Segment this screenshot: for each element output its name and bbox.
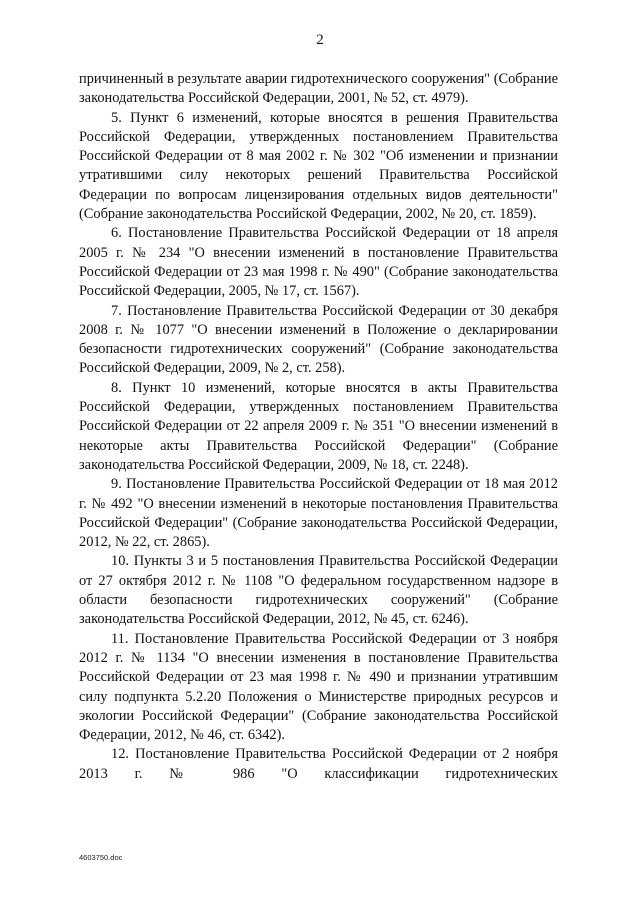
paragraph-item-12: 12. Постановление Правительства Российской Федерации от 2 ноября 2013 г. № 986 "О классификации гидротехнических [79,746,558,782]
paragraph-item-9: 9. Постановление Правительства Российской Федерации от 18 мая 2012 г. № 492 "О внесении изменений в некоторые постановления Правительства Российской Федерации" (Собрание законодательства Российской Федерации, 2012, № 22, ст. 2865). [79,476,558,551]
paragraph-item-8: 8. Пункт 10 изменений, которые вносятся в акты Правительства Российской Федерации, утвержденных постановлением Правительства Российской Федерации от 22 апреля 2009 г. № 351 "О внесении изменений в некоторые акты Правительства Российской Федерации" (Собрание законодательства Российской Федерации, 2009, № 18, ст. 2248). [79,379,558,473]
paragraph-item-10: 10. Пункты 3 и 5 постановления Правительства Российской Федерации от 27 октября 2012 г. № 1108 "О федеральном государственном надзоре в области безопасности гидротехнических сооружений" (Собрание законодательства Российской Федерации, 2012, № 45, ст. 6246). [79,553,558,628]
paragraph-continuation: причиненный в результате аварии гидротехнического сооружения" (Собрание законодательства Российской Федерации, 2001, № 52, ст. 4979). [79,71,558,107]
document-body [79,70,558,784]
page-number: 2 [316,32,324,48]
footer-filename: 4603750.doc [79,853,123,862]
paragraph-item-5: 5. Пункт 6 изменений, которые вносятся в решения Правительства Российской Федерации, утвержденных постановлением Правительства Российской Федерации от 8 мая 2002 г. № 302 "Об изменении и признании утратившими силу некоторых решений Правительства Российской Федерации по вопросам лицензирования отдельных видов деятельности" (Собрание законодательства Российской Федерации, 2002, № 20, ст. 1859). [79,109,558,223]
paragraph-item-11: 11. Постановление Правительства Российской Федерации от 3 ноября 2012 г. № 1134 "О внесении изменения в постановление Правительства Российской Федерации от 23 мая 1998 г. № 490 и признании утратившим силу подпункта 5.2.20 Положения о Министерстве природных ресурсов и экологии Российской Федерации" (Собрание законодательства Российской Федерации, 2012, № 46, ст. 6342). [79,630,558,744]
paragraph-item-6: 6. Постановление Правительства Российской Федерации от 18 апреля 2005 г. № 234 "О внесении изменений в постановление Правительства Российской Федерации от 23 мая 1998 г. № 490" (Собрание законодательства Российской Федерации, 2005, № 17, ст. 1567). [79,225,558,300]
paragraph-item-7: 7. Постановление Правительства Российской Федерации от 30 декабря 2008 г. № 1077 "О внесении изменений в Положение о декларировании безопасности гидротехнических сооружений" (Собрание законодательства Российской Федерации, 2009, № 2, ст. 258). [79,302,558,377]
